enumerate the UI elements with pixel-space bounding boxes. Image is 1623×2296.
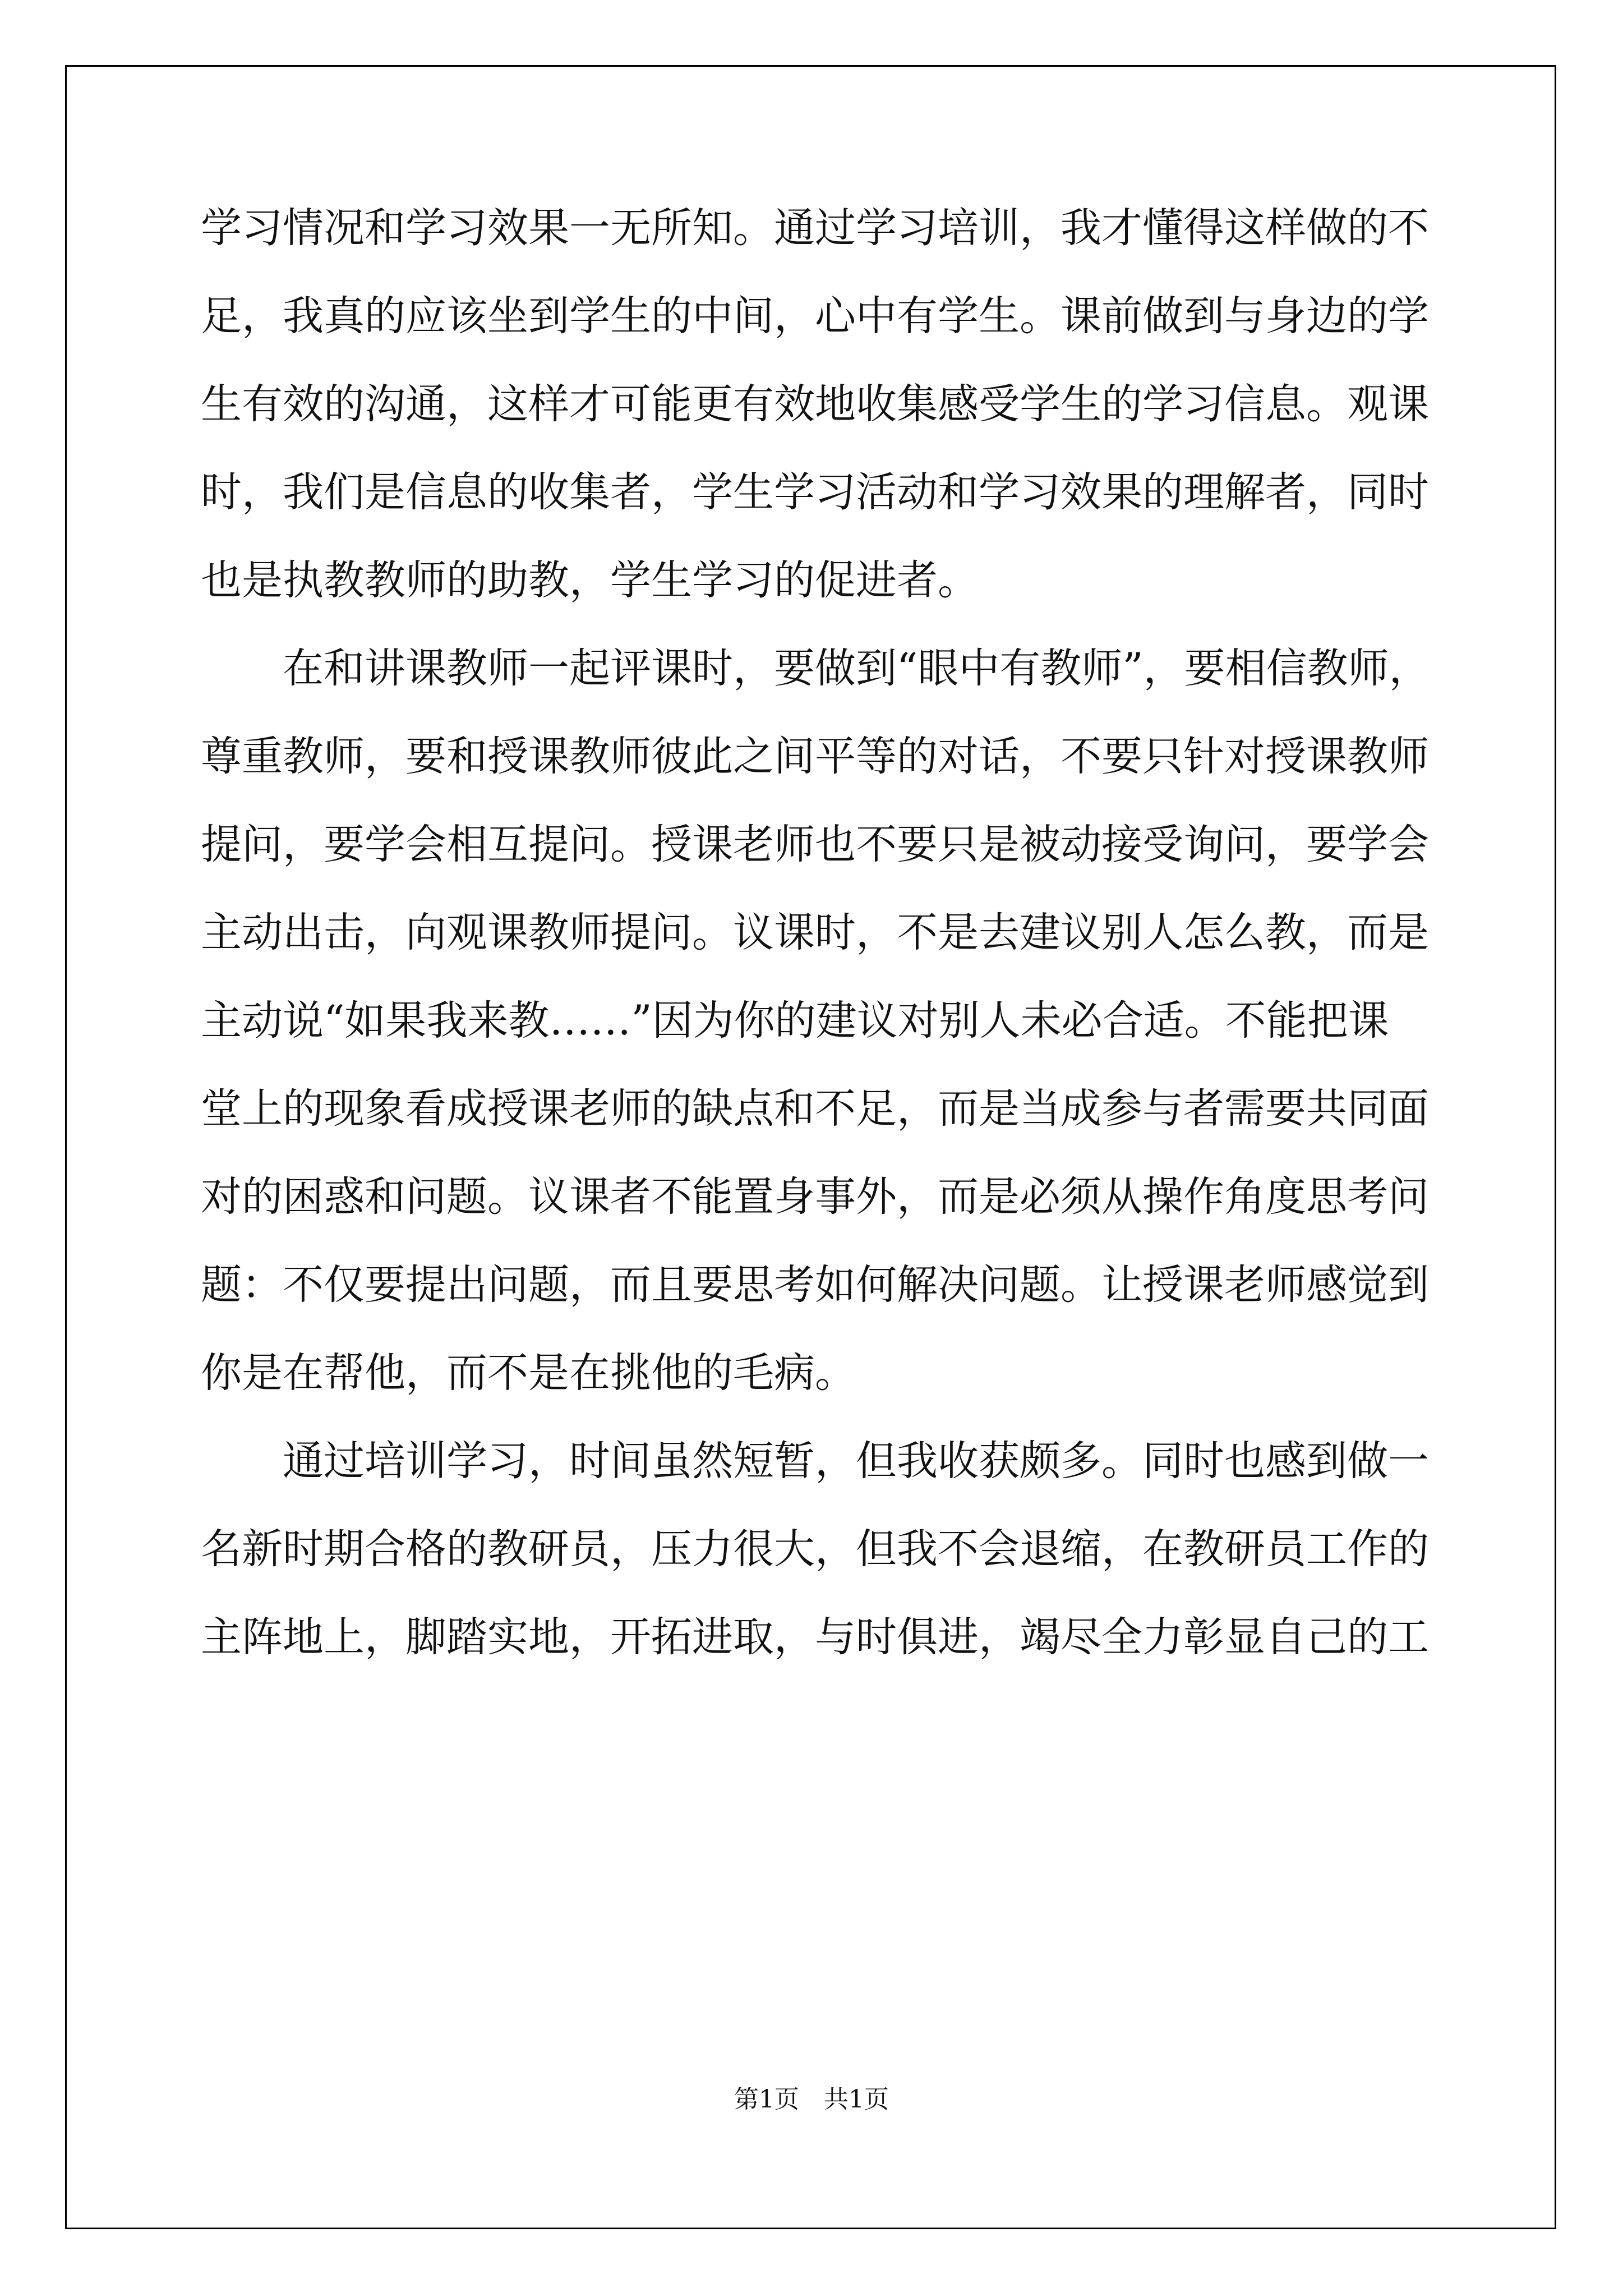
text-line: 学习情况和学习效果一无所知。通过学习培训，我才懂得这样做的不 [201, 204, 1429, 252]
paragraph-first-line: 在和讲课教师一起评课时，要做到“眼中有教师”，要相信教师， [283, 645, 1430, 692]
text-line: 名新时期合格的教研员，压力很大，但我不会退缩，在教研员工作的 [201, 1525, 1429, 1573]
text-line: 题：不仅要提出问题，而且要思考如何解决问题。让授课老师感觉到 [201, 1261, 1429, 1309]
text-line: 生有效的沟通，这样才可能更有效地收集感受学生的学习信息。观课 [201, 380, 1429, 428]
text-line: 堂上的现象看成授课老师的缺点和不足，而是当成参与者需要共同面 [201, 1085, 1429, 1133]
text-line: 提问，要学会相互提问。授课老师也不要只是被动接受询问，要学会 [201, 821, 1429, 868]
text-line: 你是在帮他，而不是在挑他的毛病。 [201, 1349, 856, 1397]
text-line: 主动出击，向观课教师提问。议课时，不是去建议别人怎么教，而是 [201, 909, 1429, 956]
text-line: 尊重教师，要和授课教师彼此之间平等的对话，不要只针对授课教师 [201, 733, 1429, 780]
text-line: 足，我真的应该坐到学生的中间，心中有学生。课前做到与身边的学 [201, 292, 1429, 340]
text-line: 对的困惑和问题。议课者不能置身事外，而是必须从操作角度思考问 [201, 1173, 1429, 1221]
text-line: 主动说“如果我来教……”因为你的建议对别人未必合适。不能把课 [201, 997, 1389, 1045]
text-line: 时，我们是信息的收集者，学生学习活动和学习效果的理解者，同时 [201, 468, 1429, 516]
page-number-footer: 第1页 共1页 [734, 2085, 889, 2114]
text-line: 主阵地上，脚踏实地，开拓进取，与时俱进，竭尽全力彰显自己的工 [201, 1613, 1429, 1661]
paragraph-first-line: 通过培训学习，时间虽然短暂，但我收获颇多。同时也感到做一 [283, 1437, 1429, 1485]
text-line: 也是执教教师的助教，学生学习的促进者。 [201, 556, 979, 604]
